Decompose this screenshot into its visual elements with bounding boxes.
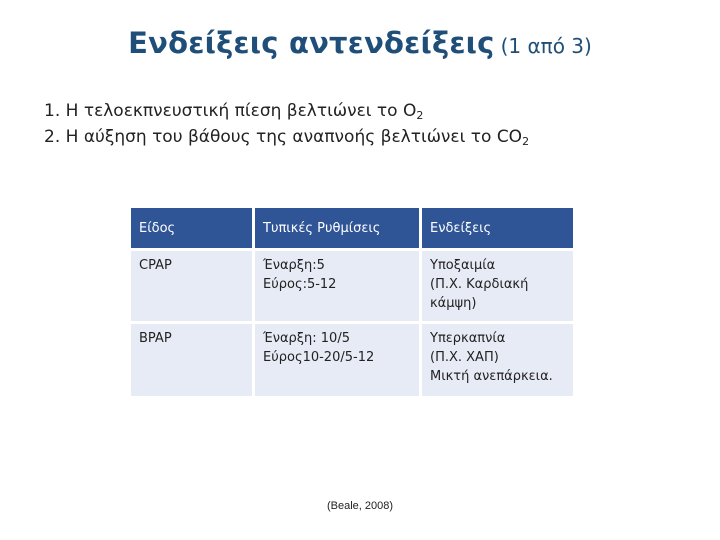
cell-line: (Π.Χ. ΧΑΠ) [430, 350, 499, 365]
table-row-cpap [131, 251, 573, 321]
cell-line: Έναρξη:5 [263, 258, 325, 273]
cell-line: (Π.Χ. Καρδιακή [430, 277, 529, 292]
table-row-bpap [131, 324, 573, 396]
slide-title-page-indicator: (1 από 3) [500, 34, 592, 58]
slide-title-main: Ενδείξεις αντενδείξεις [128, 26, 495, 60]
slide-title [0, 26, 720, 60]
ventilation-modes-table [128, 205, 576, 399]
cell-line: Υπερκαπνία [430, 331, 506, 346]
cell-line: Εύρος10-20/5-12 [263, 350, 375, 365]
cell-line: Εύρος:5-12 [263, 277, 337, 292]
cell-line: Μικτή ανεπάρκεια. [430, 369, 553, 384]
key-point-1 [44, 98, 529, 124]
cell-type: BPAP [131, 324, 252, 396]
key-point-number: 1. [44, 101, 61, 121]
column-header-indications: Ενδείξεις [422, 208, 573, 248]
subscript: 2 [416, 109, 424, 122]
key-point-text: Η αύξηση του βάθους της αναπνοής βελτιώνει το CO [65, 127, 523, 147]
cell-line: Υποξαιμία [430, 258, 496, 273]
column-header-type: Είδος [131, 208, 252, 248]
table-header-row [131, 208, 573, 248]
cell-settings [255, 324, 419, 396]
key-points-list [44, 98, 529, 150]
key-point-2 [44, 124, 529, 150]
subscript: 2 [522, 135, 530, 148]
cell-indications [422, 251, 573, 321]
column-header-settings: Τυπικές Ρυθμίσεις [255, 208, 419, 248]
key-point-text: Η τελοεκπνευστική πίεση βελτιώνει το Ο [65, 101, 417, 121]
cell-line: κάμψη) [430, 296, 477, 311]
cell-type: CPAP [131, 251, 252, 321]
cell-line: Έναρξη: 10/5 [263, 331, 350, 346]
source-citation: (Beale, 2008) [326, 500, 394, 512]
cell-settings [255, 251, 419, 321]
key-point-number: 2. [44, 127, 61, 147]
cell-indications [422, 324, 573, 396]
